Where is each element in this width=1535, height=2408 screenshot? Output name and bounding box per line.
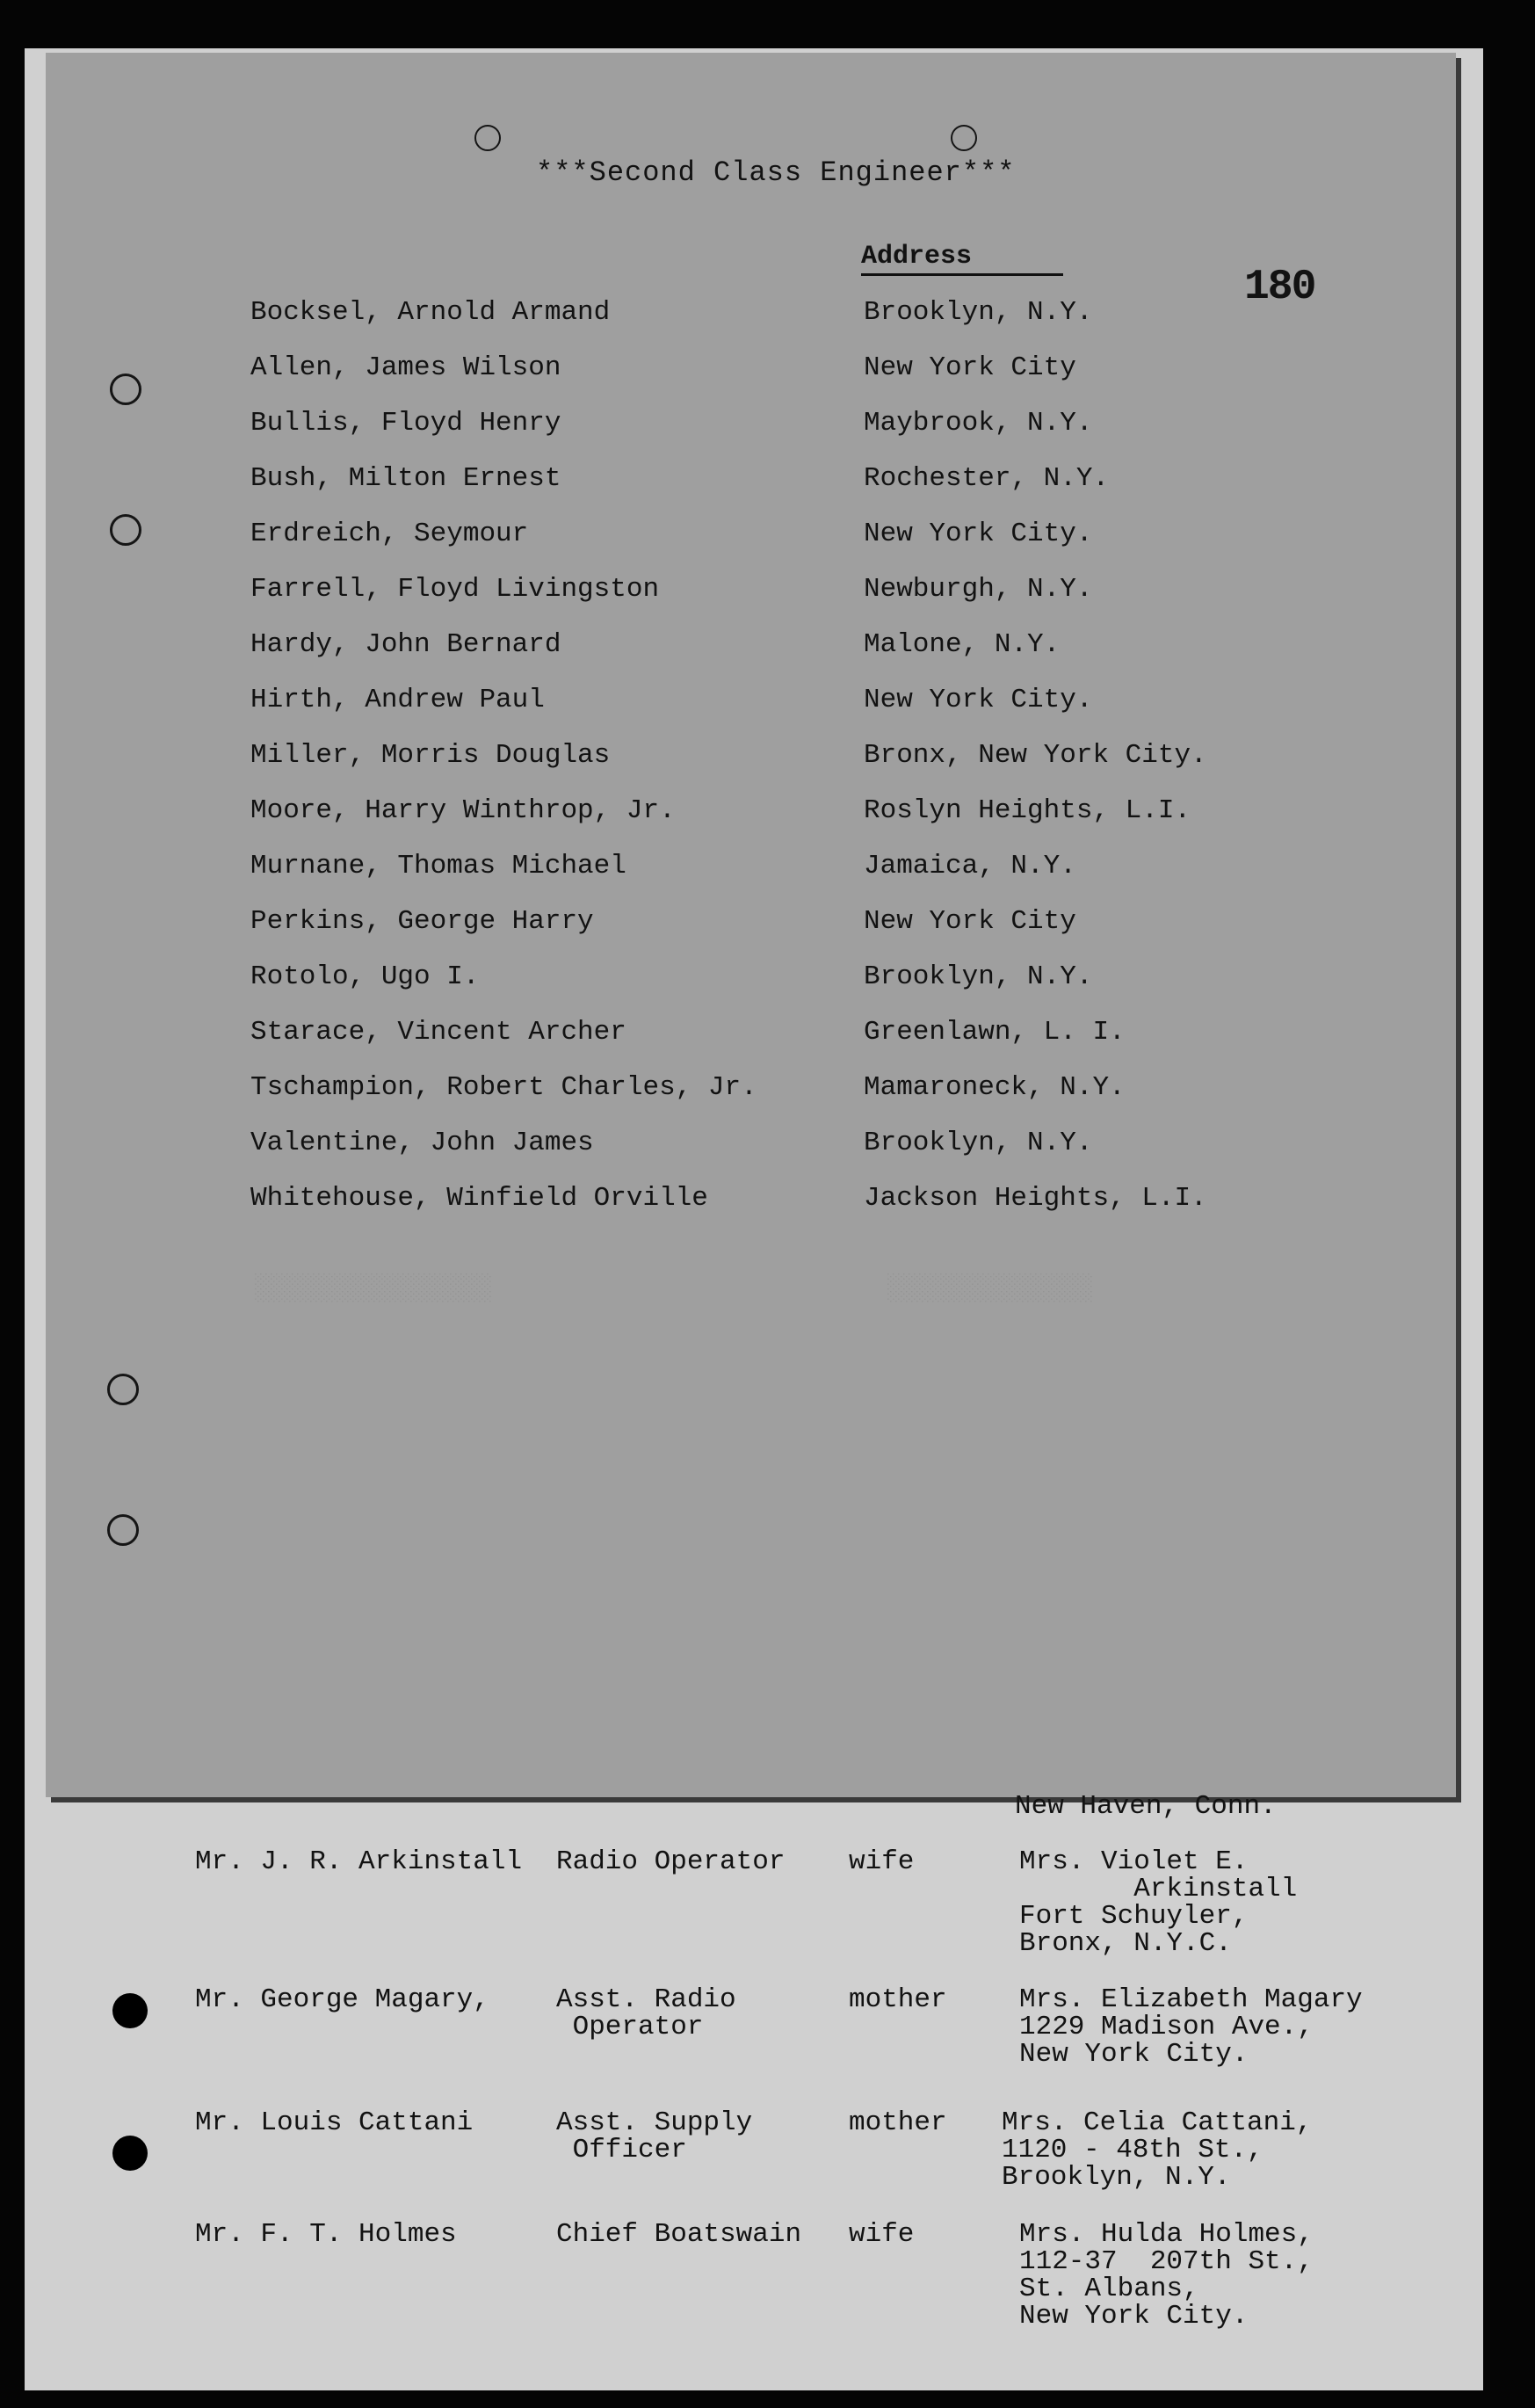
crew-address: Mamaroneck, N.Y. bbox=[864, 1072, 1126, 1103]
officer-position: Chief Boatswain bbox=[556, 2219, 802, 2250]
next-of-kin: Mrs. Celia Cattani, 1120 - 48th St., Brooklyn, N.Y. bbox=[1002, 2107, 1313, 2193]
crew-name: Hardy, John Bernard bbox=[250, 629, 561, 660]
punch-hole-icon bbox=[474, 125, 501, 151]
crew-address: Jackson Heights, L.I. bbox=[864, 1183, 1207, 1214]
crew-name: Rotolo, Ugo I. bbox=[250, 961, 480, 992]
crew-address: Maybrook, N.Y. bbox=[864, 408, 1093, 439]
crew-name: Whitehouse, Winfield Orville bbox=[250, 1183, 708, 1214]
address-column-header: Address bbox=[861, 242, 1063, 276]
bleed-through-text: ░░░░░░░░░░░░░ bbox=[887, 1274, 1094, 1304]
crew-address: New York City. bbox=[864, 685, 1093, 715]
crew-name: Bocksel, Arnold Armand bbox=[250, 297, 611, 328]
next-of-kin: Mrs. Hulda Holmes, 112-37 207th St., St. Albans, New York City. bbox=[1019, 2219, 1314, 2332]
crew-address: New York City bbox=[864, 906, 1076, 937]
officer-position: Radio Operator bbox=[556, 1846, 786, 1877]
crew-address: Brooklyn, N.Y. bbox=[864, 297, 1093, 328]
crew-address: Jamaica, N.Y. bbox=[864, 851, 1076, 881]
crew-address: Newburgh, N.Y. bbox=[864, 574, 1093, 605]
crew-name: Murnane, Thomas Michael bbox=[250, 851, 626, 881]
page-title: ***Second Class Engineer*** bbox=[536, 156, 1016, 189]
bleed-through-text: ░░░░░░░░░░░░░░░ bbox=[255, 1274, 493, 1304]
crew-address: Rochester, N.Y. bbox=[864, 463, 1110, 494]
crew-address: Brooklyn, N.Y. bbox=[864, 961, 1093, 992]
crew-name: Miller, Morris Douglas bbox=[250, 740, 611, 771]
punch-hole-icon bbox=[110, 514, 141, 546]
punch-hole-icon bbox=[112, 1993, 148, 2028]
crew-name: Farrell, Floyd Livingston bbox=[250, 574, 660, 605]
punch-hole-icon bbox=[110, 374, 141, 405]
relation: mother bbox=[849, 2107, 947, 2138]
next-of-kin: Mrs. Violet E. Arkinstall Fort Schuyler, Bronx, N.Y.C. bbox=[1019, 1846, 1298, 1959]
officer-name: Mr. Louis Cattani bbox=[195, 2107, 474, 2138]
crew-address: New York City. bbox=[864, 519, 1093, 549]
crew-address: Roslyn Heights, L.I. bbox=[864, 795, 1191, 826]
crew-address: Malone, N.Y. bbox=[864, 629, 1061, 660]
crew-name: Erdreich, Seymour bbox=[250, 519, 529, 549]
crew-name: Allen, James Wilson bbox=[250, 352, 561, 383]
crew-name: Valentine, John James bbox=[250, 1128, 594, 1158]
officer-name: Mr. J. R. Arkinstall bbox=[195, 1846, 523, 1877]
officer-name: Mr. F. T. Holmes bbox=[195, 2219, 457, 2250]
crew-name: Starace, Vincent Archer bbox=[250, 1017, 626, 1048]
relation: wife bbox=[849, 2219, 915, 2250]
officer-position: Asst. Radio Operator bbox=[556, 1984, 736, 2042]
crew-name: Tschampion, Robert Charles, Jr. bbox=[250, 1072, 757, 1103]
officer-position: Asst. Supply Officer bbox=[556, 2107, 753, 2165]
relation: mother bbox=[849, 1984, 947, 2015]
punch-hole-icon bbox=[107, 1514, 139, 1546]
crew-address: Brooklyn, N.Y. bbox=[864, 1128, 1093, 1158]
crew-name: Hirth, Andrew Paul bbox=[250, 685, 545, 715]
punch-hole-icon bbox=[951, 125, 977, 151]
officer-name: Mr. George Magary, bbox=[195, 1984, 489, 2015]
crew-address: Greenlawn, L. I. bbox=[864, 1017, 1126, 1048]
next-of-kin: Mrs. Elizabeth Magary 1229 Madison Ave., New York City. bbox=[1019, 1984, 1363, 2070]
lower-page-fragment: New Haven, Conn. bbox=[1015, 1791, 1277, 1822]
relation: wife bbox=[849, 1846, 915, 1877]
crew-address: New York City bbox=[864, 352, 1076, 383]
crew-name: Moore, Harry Winthrop, Jr. bbox=[250, 795, 676, 826]
punch-hole-icon bbox=[107, 1374, 139, 1405]
crew-address: Bronx, New York City. bbox=[864, 740, 1207, 771]
page-number: 180 bbox=[1244, 264, 1315, 311]
crew-name: Bush, Milton Ernest bbox=[250, 463, 561, 494]
punch-hole-icon bbox=[112, 2136, 148, 2171]
crew-name: Perkins, George Harry bbox=[250, 906, 594, 937]
crew-name: Bullis, Floyd Henry bbox=[250, 408, 561, 439]
